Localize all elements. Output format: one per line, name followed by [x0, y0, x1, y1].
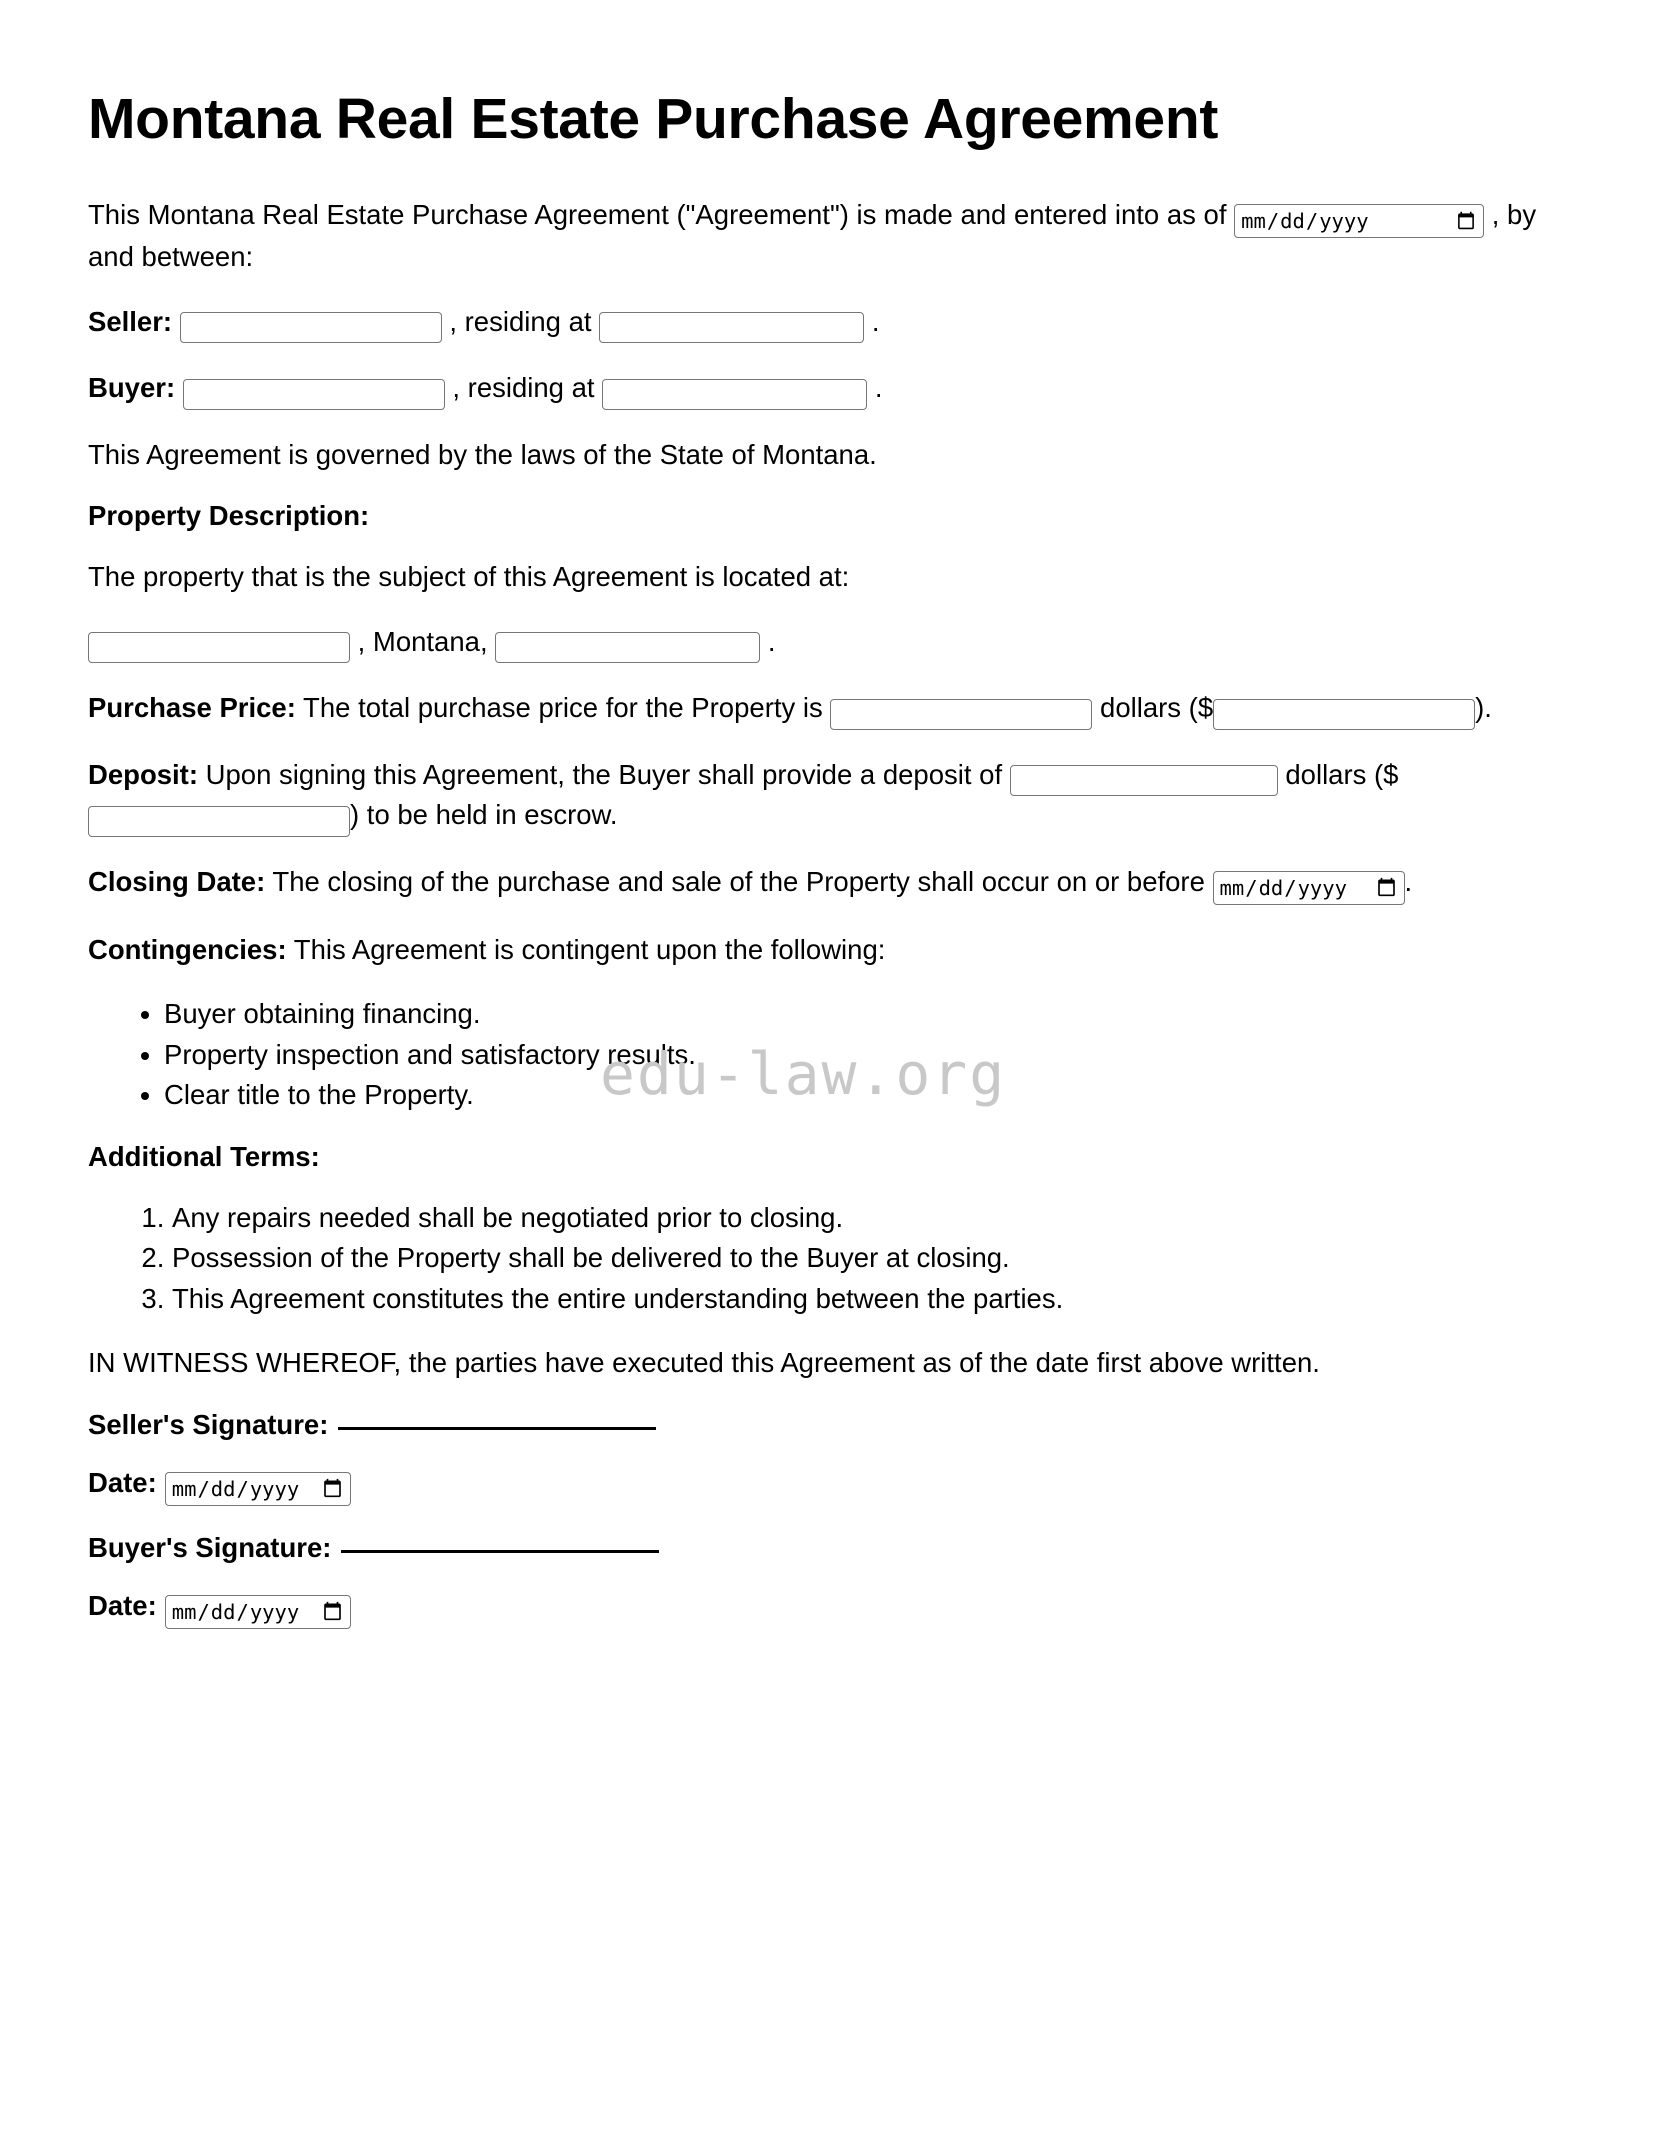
- buyer-label: Buyer:: [88, 372, 176, 404]
- closing-date-text: The closing of the purchase and sale of the Property shall occur on or before: [272, 865, 1205, 897]
- purchase-price-numeric-input[interactable]: [1213, 699, 1475, 730]
- list-item: • Property inspection and satisfactory results.: [164, 1036, 1574, 1075]
- closing-date-label: Closing Date:: [88, 865, 266, 897]
- seller-date-label: Date:: [88, 1466, 157, 1498]
- purchase-price-dollars-word: dollars ($: [1100, 692, 1214, 724]
- purchase-price-words-input[interactable]: [830, 699, 1092, 730]
- buyer-address-input[interactable]: [602, 379, 867, 410]
- seller-date-row: [88, 1467, 1574, 1506]
- buyer-row: [88, 369, 1558, 410]
- deposit-label: Deposit:: [88, 758, 198, 790]
- buyer-date-label: Date:: [88, 1589, 157, 1621]
- seller-signature-line[interactable]: [338, 1427, 656, 1430]
- buyer-residing-at-label: , residing at: [452, 372, 595, 404]
- property-address-row: [88, 623, 1558, 664]
- governing-law-paragraph: This Agreement is governed by the laws of the State of Montana.: [88, 438, 877, 470]
- seller-date-input[interactable]: [165, 1472, 351, 1506]
- seller-row-period: .: [871, 305, 880, 337]
- property-located-text: The property that is the subject of this Agreement is located at:: [88, 561, 850, 593]
- list-item: • Clear title to the Property.: [164, 1076, 1574, 1115]
- seller-signature-row: [88, 1409, 1574, 1441]
- intro-text-after-date: , by and between:: [88, 199, 1537, 273]
- contingencies-label: Contingencies:: [88, 933, 287, 965]
- intro-text-before-date: This Montana Real Estate Purchase Agreement ("Agreement") is made and entered into as of: [88, 199, 1227, 231]
- list-item: 2. Possession of the Property shall be delivered to the Buyer at closing.: [172, 1239, 1574, 1278]
- contingencies-paragraph: [88, 931, 1558, 970]
- site-watermark: edu-law.org: [600, 1040, 1007, 1108]
- purchase-price-text: The total purchase price for the Property is: [303, 692, 823, 724]
- closing-date-period: .: [1404, 865, 1413, 897]
- purchase-price-label: Purchase Price:: [88, 692, 296, 724]
- contingencies-text: This Agreement is contingent upon the following:: [293, 933, 886, 965]
- buyer-signature-label: Buyer's Signature:: [88, 1531, 332, 1563]
- list-item: • Buyer obtaining financing.: [164, 995, 1574, 1034]
- agreement-date-input[interactable]: [1234, 204, 1484, 238]
- purchase-price-close-paren: ).: [1475, 692, 1492, 724]
- buyer-row-period: .: [874, 372, 883, 404]
- intro-paragraph: [88, 196, 1558, 277]
- purchase-price-paragraph: [88, 689, 1558, 730]
- seller-label: Seller:: [88, 305, 173, 337]
- property-address-input[interactable]: [88, 632, 350, 663]
- seller-signature-label: Seller's Signature:: [88, 1408, 329, 1440]
- buyer-date-row: [88, 1590, 1574, 1629]
- deposit-numeric-input[interactable]: [88, 806, 350, 837]
- deposit-dollars-word: dollars ($: [1285, 758, 1399, 790]
- buyer-name-input[interactable]: [183, 379, 445, 410]
- witness-clause-paragraph: IN WITNESS WHEREOF, the parties have executed this Agreement as of the date first above written.: [88, 1347, 1320, 1379]
- closing-date-input[interactable]: [1213, 871, 1405, 905]
- deposit-escrow-text: ) to be held in escrow.: [350, 799, 618, 831]
- seller-residing-at-label: , residing at: [449, 305, 592, 337]
- buyer-signature-row: [88, 1532, 1574, 1564]
- seller-row: [88, 303, 1558, 344]
- list-item: 3. This Agreement constitutes the entire understanding between the parties.: [172, 1280, 1574, 1319]
- deposit-paragraph: [88, 756, 1558, 837]
- property-zip-input[interactable]: [495, 632, 760, 663]
- closing-date-paragraph: [88, 863, 1558, 905]
- property-row-period: .: [767, 625, 776, 657]
- contingencies-list: [88, 995, 1574, 1115]
- buyer-date-input[interactable]: [165, 1595, 351, 1629]
- list-item: 1. Any repairs needed shall be negotiated prior to closing.: [172, 1199, 1574, 1238]
- seller-address-input[interactable]: [599, 312, 864, 343]
- page-title: Montana Real Estate Purchase Agreement: [88, 87, 1219, 151]
- seller-name-input[interactable]: [180, 312, 442, 343]
- additional-terms-heading: Additional Terms:: [88, 1140, 320, 1172]
- deposit-text: Upon signing this Agreement, the Buyer shall provide a deposit of: [205, 758, 1003, 790]
- property-state-separator: , Montana,: [357, 625, 488, 657]
- buyer-signature-line[interactable]: [341, 1550, 659, 1553]
- property-description-heading: Property Description:: [88, 500, 370, 532]
- deposit-words-input[interactable]: [1010, 765, 1278, 796]
- additional-terms-list: [88, 1199, 1574, 1319]
